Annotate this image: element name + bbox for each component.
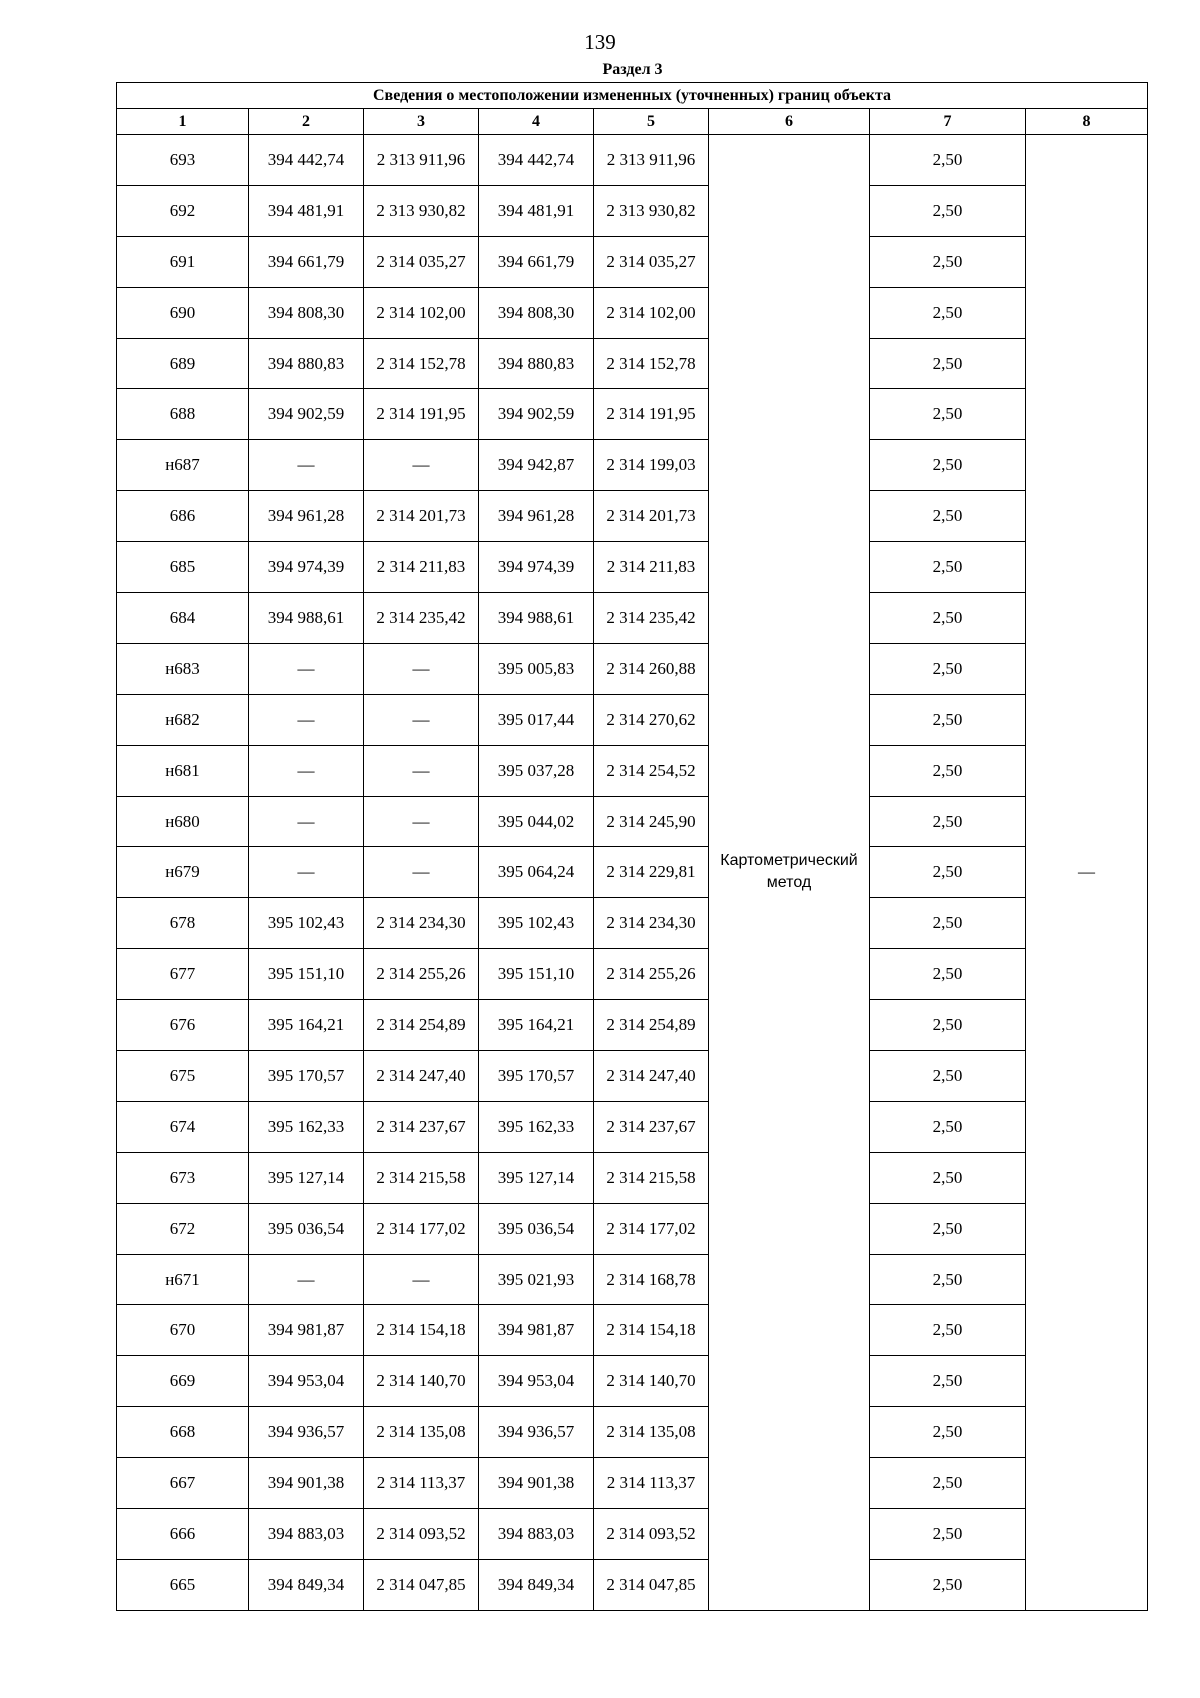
new-x-cell: 395 170,57 xyxy=(479,1051,594,1102)
new-x-cell: 395 036,54 xyxy=(479,1203,594,1254)
old-x-cell: 394 481,91 xyxy=(249,185,364,236)
new-y-cell: 2 314 199,03 xyxy=(594,440,709,491)
old-x-cell: 394 981,87 xyxy=(249,1305,364,1356)
table-row xyxy=(117,1051,1148,1102)
column-number-4: 4 xyxy=(479,109,594,135)
precision-cell: 2,50 xyxy=(870,898,1026,949)
boundary-table xyxy=(116,82,1148,1611)
precision-cell: 2,50 xyxy=(870,440,1026,491)
new-x-cell: 395 021,93 xyxy=(479,1254,594,1305)
old-y-cell: 2 314 201,73 xyxy=(364,491,479,542)
precision-cell: 2,50 xyxy=(870,1509,1026,1560)
point-number-cell: 688 xyxy=(117,389,249,440)
precision-cell: 2,50 xyxy=(870,389,1026,440)
old-y-cell: 2 314 254,89 xyxy=(364,1000,479,1051)
old-y-cell: 2 313 930,82 xyxy=(364,185,479,236)
old-x-cell: 395 164,21 xyxy=(249,1000,364,1051)
precision-cell: 2,50 xyxy=(870,694,1026,745)
point-number-cell: н671 xyxy=(117,1254,249,1305)
precision-cell: 2,50 xyxy=(870,1051,1026,1102)
new-x-cell: 395 064,24 xyxy=(479,847,594,898)
old-y-cell: 2 314 093,52 xyxy=(364,1509,479,1560)
column-number-5: 5 xyxy=(594,109,709,135)
old-y-cell: 2 314 102,00 xyxy=(364,287,479,338)
new-y-cell: 2 314 247,40 xyxy=(594,1051,709,1102)
point-number-cell: 676 xyxy=(117,1000,249,1051)
point-number-cell: 667 xyxy=(117,1458,249,1509)
new-x-cell: 394 442,74 xyxy=(479,135,594,186)
old-y-cell: 2 313 911,96 xyxy=(364,135,479,186)
point-number-cell: 689 xyxy=(117,338,249,389)
old-x-cell: 395 102,43 xyxy=(249,898,364,949)
old-x-cell: 394 961,28 xyxy=(249,491,364,542)
precision-cell: 2,50 xyxy=(870,236,1026,287)
old-y-cell: 2 314 047,85 xyxy=(364,1559,479,1610)
old-y-cell: 2 314 035,27 xyxy=(364,236,479,287)
new-x-cell: 394 808,30 xyxy=(479,287,594,338)
table-row xyxy=(117,389,1148,440)
new-y-cell: 2 314 254,89 xyxy=(594,1000,709,1051)
table-row xyxy=(117,491,1148,542)
old-x-cell: 394 849,34 xyxy=(249,1559,364,1610)
new-x-cell: 394 988,61 xyxy=(479,593,594,644)
page-number: 139 xyxy=(584,30,616,54)
new-y-cell: 2 314 102,00 xyxy=(594,287,709,338)
precision-cell: 2,50 xyxy=(870,643,1026,694)
precision-cell: 2,50 xyxy=(870,593,1026,644)
new-y-cell: 2 314 215,58 xyxy=(594,1152,709,1203)
precision-cell: 2,50 xyxy=(870,1000,1026,1051)
new-y-cell: 2 314 140,70 xyxy=(594,1356,709,1407)
new-x-cell: 395 017,44 xyxy=(479,694,594,745)
old-x-cell: — xyxy=(249,847,364,898)
old-x-cell: 394 901,38 xyxy=(249,1458,364,1509)
point-number-cell: 673 xyxy=(117,1152,249,1203)
table-row xyxy=(117,593,1148,644)
point-number-cell: 674 xyxy=(117,1101,249,1152)
table-row xyxy=(117,1203,1148,1254)
new-x-cell: 394 942,87 xyxy=(479,440,594,491)
table-row xyxy=(117,847,1148,898)
old-y-cell: 2 314 234,30 xyxy=(364,898,479,949)
old-y-cell: 2 314 235,42 xyxy=(364,593,479,644)
precision-cell: 2,50 xyxy=(870,1101,1026,1152)
table-row xyxy=(117,694,1148,745)
precision-cell: 2,50 xyxy=(870,1152,1026,1203)
old-y-cell: 2 314 247,40 xyxy=(364,1051,479,1102)
precision-cell: 2,50 xyxy=(870,1203,1026,1254)
table-row xyxy=(117,1305,1148,1356)
old-x-cell: 394 808,30 xyxy=(249,287,364,338)
point-number-cell: 666 xyxy=(117,1509,249,1560)
point-number-cell: 686 xyxy=(117,491,249,542)
precision-cell: 2,50 xyxy=(870,287,1026,338)
precision-cell: 2,50 xyxy=(870,847,1026,898)
new-x-cell: 395 044,02 xyxy=(479,796,594,847)
old-y-cell: — xyxy=(364,440,479,491)
point-number-cell: 684 xyxy=(117,593,249,644)
new-y-cell: 2 314 245,90 xyxy=(594,796,709,847)
old-x-cell: 394 936,57 xyxy=(249,1407,364,1458)
column-number-row xyxy=(117,109,1148,135)
new-x-cell: 395 164,21 xyxy=(479,1000,594,1051)
old-x-cell: — xyxy=(249,694,364,745)
table-caption: Сведения о местоположении измененных (уточненных) границ объекта xyxy=(117,83,1148,109)
table-row xyxy=(117,185,1148,236)
point-number-cell: 678 xyxy=(117,898,249,949)
column-number-7: 7 xyxy=(870,109,1026,135)
old-y-cell: — xyxy=(364,694,479,745)
old-y-cell: 2 314 215,58 xyxy=(364,1152,479,1203)
old-x-cell: 394 974,39 xyxy=(249,542,364,593)
old-y-cell: — xyxy=(364,643,479,694)
new-y-cell: 2 314 047,85 xyxy=(594,1559,709,1610)
old-x-cell: — xyxy=(249,643,364,694)
table-row xyxy=(117,898,1148,949)
new-y-cell: 2 314 211,83 xyxy=(594,542,709,593)
old-y-cell: 2 314 113,37 xyxy=(364,1458,479,1509)
point-number-cell: 677 xyxy=(117,949,249,1000)
new-y-cell: 2 314 168,78 xyxy=(594,1254,709,1305)
new-y-cell: 2 314 191,95 xyxy=(594,389,709,440)
old-x-cell: 395 162,33 xyxy=(249,1101,364,1152)
old-y-cell: 2 314 154,18 xyxy=(364,1305,479,1356)
old-x-cell: 395 127,14 xyxy=(249,1152,364,1203)
table-row xyxy=(117,949,1148,1000)
table-row xyxy=(117,542,1148,593)
point-number-cell: 669 xyxy=(117,1356,249,1407)
point-number-cell: 670 xyxy=(117,1305,249,1356)
old-x-cell: — xyxy=(249,745,364,796)
column8-cell: — xyxy=(1026,135,1148,1611)
new-y-cell: 2 314 152,78 xyxy=(594,338,709,389)
new-y-cell: 2 314 270,62 xyxy=(594,694,709,745)
new-y-cell: 2 314 177,02 xyxy=(594,1203,709,1254)
old-x-cell: 394 661,79 xyxy=(249,236,364,287)
old-x-cell: 394 883,03 xyxy=(249,1509,364,1560)
new-x-cell: 395 162,33 xyxy=(479,1101,594,1152)
new-x-cell: 394 953,04 xyxy=(479,1356,594,1407)
new-y-cell: 2 314 229,81 xyxy=(594,847,709,898)
point-number-cell: 693 xyxy=(117,135,249,186)
point-number-cell: 675 xyxy=(117,1051,249,1102)
old-y-cell: — xyxy=(364,796,479,847)
old-y-cell: — xyxy=(364,745,479,796)
point-number-cell: 692 xyxy=(117,185,249,236)
new-x-cell: 394 981,87 xyxy=(479,1305,594,1356)
old-y-cell: 2 314 255,26 xyxy=(364,949,479,1000)
precision-cell: 2,50 xyxy=(870,1254,1026,1305)
point-number-cell: н687 xyxy=(117,440,249,491)
column-number-2: 2 xyxy=(249,109,364,135)
old-x-cell: — xyxy=(249,440,364,491)
new-y-cell: 2 313 930,82 xyxy=(594,185,709,236)
new-y-cell: 2 314 154,18 xyxy=(594,1305,709,1356)
new-x-cell: 395 037,28 xyxy=(479,745,594,796)
precision-cell: 2,50 xyxy=(870,1458,1026,1509)
point-number-cell: 668 xyxy=(117,1407,249,1458)
old-y-cell: 2 314 177,02 xyxy=(364,1203,479,1254)
old-y-cell: — xyxy=(364,1254,479,1305)
point-number-cell: н680 xyxy=(117,796,249,847)
precision-cell: 2,50 xyxy=(870,491,1026,542)
old-x-cell: 394 880,83 xyxy=(249,338,364,389)
column-number-8: 8 xyxy=(1026,109,1148,135)
old-y-cell: — xyxy=(364,847,479,898)
new-y-cell: 2 314 201,73 xyxy=(594,491,709,542)
precision-cell: 2,50 xyxy=(870,185,1026,236)
precision-cell: 2,50 xyxy=(870,796,1026,847)
new-y-cell: 2 314 254,52 xyxy=(594,745,709,796)
new-x-cell: 394 901,38 xyxy=(479,1458,594,1509)
new-y-cell: 2 314 234,30 xyxy=(594,898,709,949)
precision-cell: 2,50 xyxy=(870,1305,1026,1356)
point-number-cell: 690 xyxy=(117,287,249,338)
point-number-cell: н682 xyxy=(117,694,249,745)
table-row xyxy=(117,1000,1148,1051)
old-x-cell: 394 442,74 xyxy=(249,135,364,186)
old-y-cell: 2 314 237,67 xyxy=(364,1101,479,1152)
new-y-cell: 2 314 235,42 xyxy=(594,593,709,644)
table-row xyxy=(117,1152,1148,1203)
old-x-cell: 395 036,54 xyxy=(249,1203,364,1254)
new-y-cell: 2 314 035,27 xyxy=(594,236,709,287)
point-number-cell: 672 xyxy=(117,1203,249,1254)
table-row xyxy=(117,338,1148,389)
method-cell: Картометрический метод xyxy=(709,135,870,1611)
new-x-cell: 395 102,43 xyxy=(479,898,594,949)
point-number-cell: н683 xyxy=(117,643,249,694)
column-number-3: 3 xyxy=(364,109,479,135)
precision-cell: 2,50 xyxy=(870,1559,1026,1610)
precision-cell: 2,50 xyxy=(870,1407,1026,1458)
precision-cell: 2,50 xyxy=(870,1356,1026,1407)
table-row xyxy=(117,236,1148,287)
new-y-cell: 2 314 093,52 xyxy=(594,1509,709,1560)
old-x-cell: 395 170,57 xyxy=(249,1051,364,1102)
new-y-cell: 2 314 237,67 xyxy=(594,1101,709,1152)
table-body xyxy=(117,135,1148,1611)
point-number-cell: 691 xyxy=(117,236,249,287)
new-x-cell: 394 661,79 xyxy=(479,236,594,287)
old-y-cell: 2 314 152,78 xyxy=(364,338,479,389)
precision-cell: 2,50 xyxy=(870,542,1026,593)
table-row xyxy=(117,1407,1148,1458)
old-x-cell: 394 988,61 xyxy=(249,593,364,644)
table-row xyxy=(117,287,1148,338)
table-row xyxy=(117,745,1148,796)
table-row xyxy=(117,643,1148,694)
new-x-cell: 394 883,03 xyxy=(479,1509,594,1560)
table-row xyxy=(117,1254,1148,1305)
new-y-cell: 2 314 260,88 xyxy=(594,643,709,694)
table-row xyxy=(117,796,1148,847)
table-row xyxy=(117,1559,1148,1610)
table-row xyxy=(117,1458,1148,1509)
new-x-cell: 395 127,14 xyxy=(479,1152,594,1203)
table-row xyxy=(117,135,1148,186)
new-x-cell: 394 481,91 xyxy=(479,185,594,236)
column-number-1: 1 xyxy=(117,109,249,135)
new-y-cell: 2 313 911,96 xyxy=(594,135,709,186)
new-x-cell: 394 849,34 xyxy=(479,1559,594,1610)
table-row xyxy=(117,1101,1148,1152)
old-y-cell: 2 314 211,83 xyxy=(364,542,479,593)
new-x-cell: 394 961,28 xyxy=(479,491,594,542)
point-number-cell: 685 xyxy=(117,542,249,593)
old-x-cell: 394 902,59 xyxy=(249,389,364,440)
precision-cell: 2,50 xyxy=(870,135,1026,186)
new-x-cell: 394 902,59 xyxy=(479,389,594,440)
new-x-cell: 394 974,39 xyxy=(479,542,594,593)
old-x-cell: — xyxy=(249,1254,364,1305)
new-x-cell: 394 936,57 xyxy=(479,1407,594,1458)
table-row xyxy=(117,1356,1148,1407)
old-y-cell: 2 314 135,08 xyxy=(364,1407,479,1458)
old-y-cell: 2 314 191,95 xyxy=(364,389,479,440)
new-y-cell: 2 314 255,26 xyxy=(594,949,709,1000)
point-number-cell: н681 xyxy=(117,745,249,796)
column-number-6: 6 xyxy=(709,109,870,135)
precision-cell: 2,50 xyxy=(870,338,1026,389)
table-row xyxy=(117,440,1148,491)
point-number-cell: 665 xyxy=(117,1559,249,1610)
point-number-cell: н679 xyxy=(117,847,249,898)
new-x-cell: 394 880,83 xyxy=(479,338,594,389)
old-y-cell: 2 314 140,70 xyxy=(364,1356,479,1407)
new-x-cell: 395 151,10 xyxy=(479,949,594,1000)
new-y-cell: 2 314 135,08 xyxy=(594,1407,709,1458)
old-x-cell: 395 151,10 xyxy=(249,949,364,1000)
old-x-cell: 394 953,04 xyxy=(249,1356,364,1407)
precision-cell: 2,50 xyxy=(870,949,1026,1000)
table-row xyxy=(117,1509,1148,1560)
precision-cell: 2,50 xyxy=(870,745,1026,796)
new-y-cell: 2 314 113,37 xyxy=(594,1458,709,1509)
old-x-cell: — xyxy=(249,796,364,847)
new-x-cell: 395 005,83 xyxy=(479,643,594,694)
section-title: Раздел 3 xyxy=(602,61,663,78)
